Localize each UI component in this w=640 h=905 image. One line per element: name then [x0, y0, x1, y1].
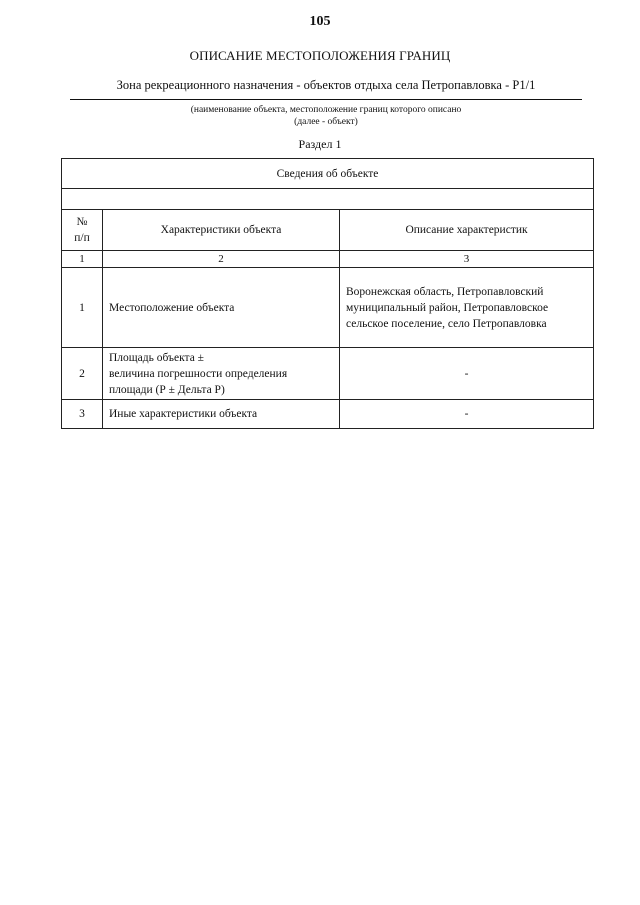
row-description: - [340, 400, 594, 429]
table-row [62, 268, 594, 348]
page-number: 105 [309, 14, 331, 29]
table-row [62, 400, 594, 429]
document-title: ОПИСАНИЕ МЕСТОПОЛОЖЕНИЯ ГРАНИЦ [189, 48, 451, 63]
zone-title-underline [70, 99, 582, 100]
row-characteristic: Местоположение объекта [103, 268, 340, 348]
caption-line-2: (далее - объект) [294, 117, 358, 127]
table-header: Сведения об объекте [62, 159, 594, 189]
column-header-row [62, 210, 594, 251]
column-header-description: Описание характеристик [340, 210, 594, 251]
row-description: Воронежская область, Петропавловский муниципальный район, Петропавловское сельское поселение, село Петропавловка [340, 268, 594, 348]
caption-line-1: (наименование объекта, местоположение границ которого описано [190, 105, 462, 115]
table-blank-row [62, 189, 594, 210]
column-number-1: 1 [62, 251, 103, 268]
column-number-3: 3 [340, 251, 594, 268]
section-label: Раздел 1 [298, 137, 342, 151]
column-header-characteristic: Характеристики объекта [103, 210, 340, 251]
column-number-row [62, 251, 594, 268]
object-info-table [61, 158, 594, 429]
row-characteristic: Площадь объекта ± величина погрешности определения площади (Р ± Дельта Р) [103, 348, 340, 400]
object-caption [70, 104, 582, 128]
column-header-num: № п/п [62, 210, 103, 251]
row-num: 3 [62, 400, 103, 429]
zone-title: Зона рекреационного назначения - объектов отдыха села Петропавловка - Р1/1 [116, 78, 536, 92]
row-characteristic: Иные характеристики объекта [103, 400, 340, 429]
column-number-2: 2 [103, 251, 340, 268]
table-header-row [62, 159, 594, 189]
row-description: - [340, 348, 594, 400]
table-blank-cell [62, 189, 594, 210]
row-num: 1 [62, 268, 103, 348]
table-row [62, 348, 594, 400]
row-num: 2 [62, 348, 103, 400]
